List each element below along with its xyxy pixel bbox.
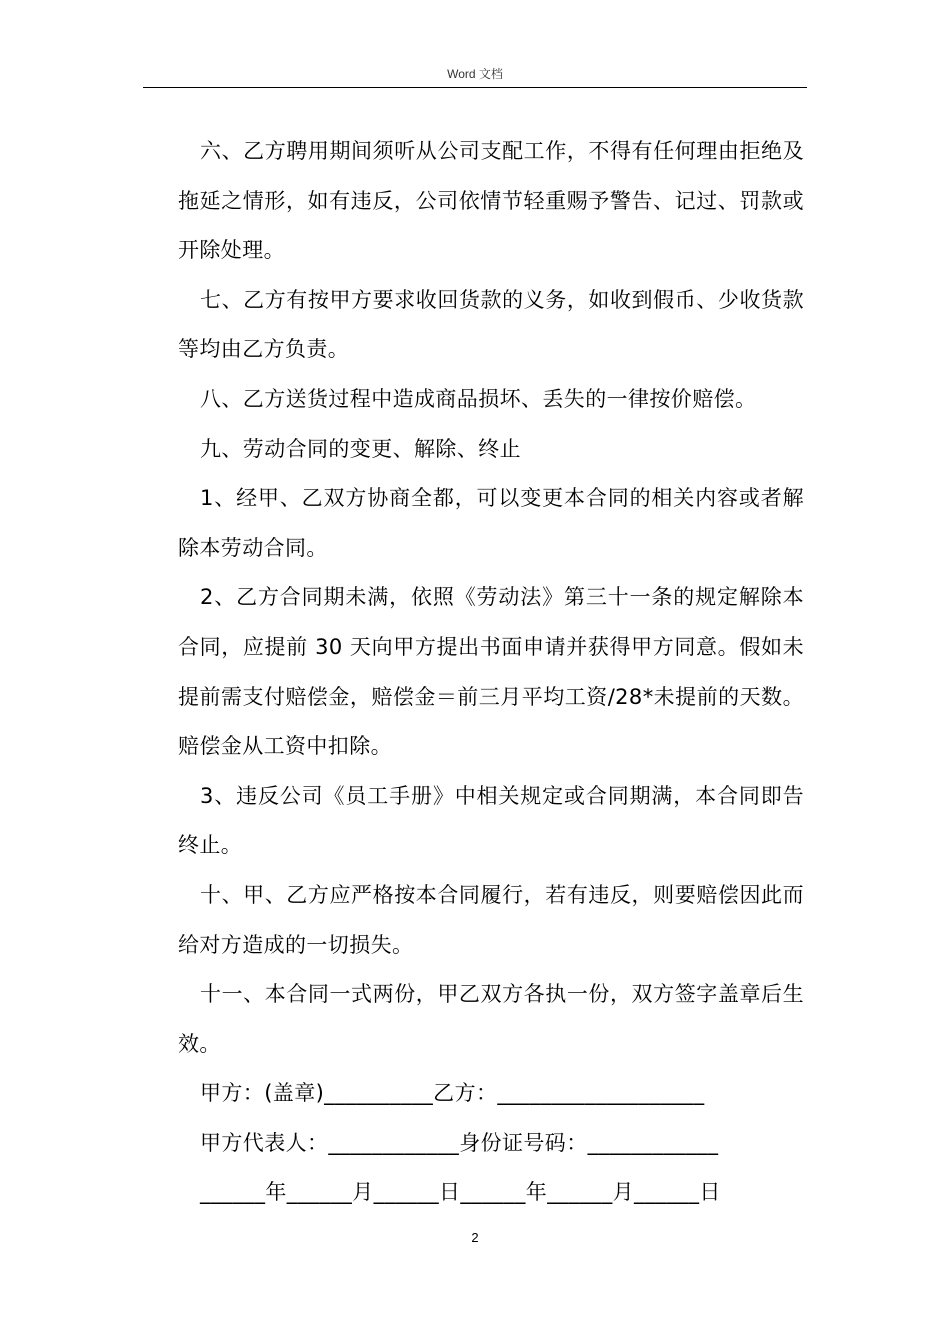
clause-10: 十、甲、乙方应严格按本合同履行，若有违反，则要赔偿因此而给对方造成的一切损失。 <box>178 882 804 957</box>
page-header: Word 文档 <box>447 67 503 81</box>
clause-11: 十一、本合同一式两份，甲乙双方各执一份，双方签字盖章后生效。 <box>178 982 804 1056</box>
document-body <box>178 127 804 1218</box>
clause-9-item-2: 2、乙方合同期未满，依照《劳动法》第三十一条的规定解除本合同，应提前 30 天向甲方提出书面申请并获得甲方同意。假如未提前需支付赔偿金，赔偿金＝前三月平均工资/28*未提前的天数。赔偿金从工资中扣除。 <box>178 585 804 759</box>
signature-representative-line: 甲方代表人：____________身份证号码：____________ <box>200 1130 719 1155</box>
clause-9-heading: 九、劳动合同的变更、解除、终止 <box>200 436 521 461</box>
header-rule <box>143 87 807 88</box>
clause-9-item-3: 3、违反公司《员工手册》中相关规定或合同期满，本合同即告终止。 <box>178 783 804 858</box>
signature-party-line: 甲方：(盖章)__________乙方：___________________ <box>200 1081 705 1106</box>
clause-6: 六、乙方聘用期间须听从公司支配工作，不得有任何理由拒绝及拖延之情形，如有违反，公司依情节轻重赐予警告、记过、罚款或开除处理。 <box>178 139 804 263</box>
signature-date-line: ______年______月______日______年______月______日 <box>200 1180 721 1205</box>
clause-9-item-1: 1、经甲、乙双方协商全都，可以变更本合同的相关内容或者解除本劳动合同。 <box>178 486 804 560</box>
page-number: 2 <box>471 1230 479 1245</box>
clause-7: 七、乙方有按甲方要求收回货款的义务，如收到假币、少收货款等均由乙方负责。 <box>178 287 804 362</box>
clause-8: 八、乙方送货过程中造成商品损坏、丢失的一律按价赔偿。 <box>200 386 757 411</box>
